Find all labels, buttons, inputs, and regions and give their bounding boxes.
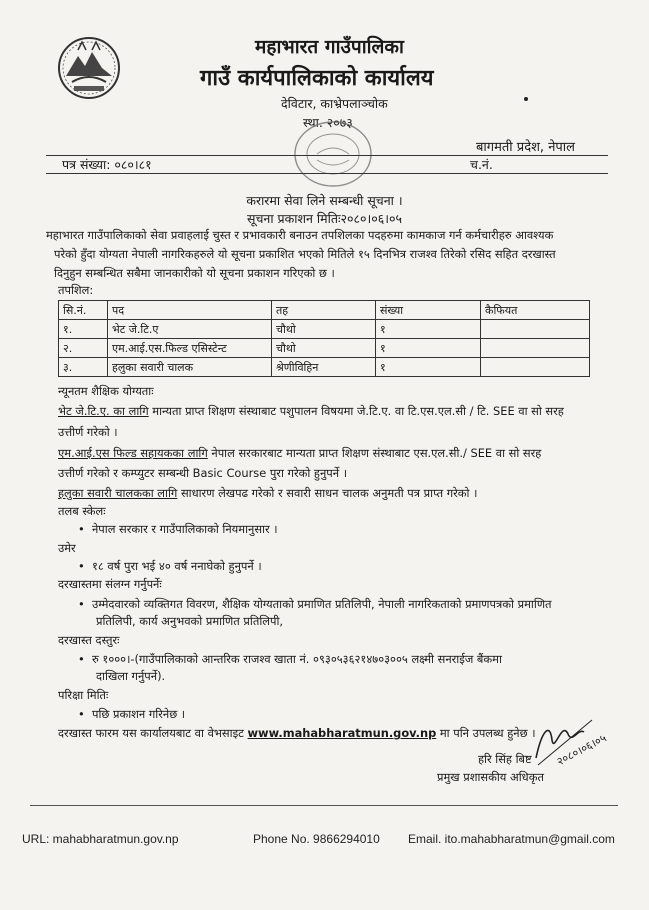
office-address: देविटार, काभ्रेपलाञ्चोक xyxy=(281,96,388,111)
footer-url: URL: mahabharatmun.gov.np xyxy=(22,832,179,846)
table-row xyxy=(59,358,590,377)
driver-qualification xyxy=(58,486,477,501)
documents-text-2: प्रतिलिपी, कार्य अनुभवको प्रमाणित प्रतिलिपी, xyxy=(96,614,284,628)
availability-before: दरखास्त फारम यस कार्यालयबाट वा वेभसाइट xyxy=(58,726,248,740)
fee-item xyxy=(78,652,502,667)
salary-heading: तलब स्केलः xyxy=(58,504,106,518)
exam-item xyxy=(78,707,185,722)
office-name: गाउँ कार्यपालिकाको कार्यालय xyxy=(200,66,434,91)
salary-text: नेपाल सरकार र गाउँपालिकाको नियमानुसार । xyxy=(91,522,278,536)
driver-text: साधारण लेखपढ गरेको र सवारी साधन चालक अनुमती पत्र प्राप्त गरेको । xyxy=(177,486,478,500)
documents-heading: दरखास्तमा संलग्न गर्नुपर्नेः xyxy=(58,577,162,591)
cell-post: एम.आई.एस.फिल्ड एसिस्टेन्ट xyxy=(108,339,272,358)
cell-level: श्रेणीविहिन xyxy=(272,358,376,377)
bullet-icon: • xyxy=(78,707,92,721)
documents-item xyxy=(78,597,552,612)
table-row xyxy=(59,320,590,339)
mis-qualification xyxy=(58,446,541,461)
dispatch-number: च.नं. xyxy=(470,157,493,172)
nepal-emblem-icon xyxy=(52,30,126,104)
jta-text: मान्यता प्राप्त शिक्षण संस्थाबाट पशुपालन विषयमा जे.टि.ए. वा टि.एस.एल.सी / टि. SEE वा सो सरह xyxy=(148,404,564,418)
availability-after: मा पनि उपलब्ध हुनेछ । xyxy=(436,726,536,740)
jta-text-2: उत्तीर्ण गरेको । xyxy=(58,425,118,439)
notice-title: करारमा सेवा लिने सम्बन्धी सूचना । xyxy=(246,193,403,208)
age-text: १८ वर्ष पुरा भई ४० वर्ष ननाघेको हुनुपर्ने । xyxy=(91,559,262,573)
bullet-icon: • xyxy=(78,652,92,666)
municipality-name: महाभारत गाउँपालिका xyxy=(255,36,404,58)
fee-text-2: दाखिला गर्नुपर्ने). xyxy=(96,669,166,683)
cell-remarks xyxy=(481,320,590,339)
footer-phone: Phone No. 9866294010 xyxy=(253,832,380,846)
bullet-icon: • xyxy=(78,559,92,573)
signature-date: २०८०।०६।०५ xyxy=(554,731,609,769)
cell-count: १ xyxy=(376,320,481,339)
cell-remarks xyxy=(481,339,590,358)
table-row xyxy=(59,339,590,358)
mis-text: नेपाल सरकारबाट मान्यता प्राप्त शिक्षण संस्थाबाट एस.एल.सी./ SEE वा सो सरह xyxy=(207,446,542,460)
province-label: बागमती प्रदेश, नेपाल xyxy=(476,140,575,155)
footer-email: Email. ito.mahabharatmun@gmail.com xyxy=(408,832,615,846)
office-stamp-icon xyxy=(292,118,374,190)
footer-rule xyxy=(30,805,618,806)
jta-qualification xyxy=(58,404,564,419)
cell-sn: २. xyxy=(59,339,108,358)
mis-text-2: उत्तीर्ण गरेको र कम्प्युटर सम्बन्धी Basic Course पुरा गरेको हुनुपर्ने । xyxy=(58,466,348,480)
col-header-count: संख्या xyxy=(376,301,481,320)
col-header-remarks: कैफियत xyxy=(481,301,590,320)
age-heading: उमेर xyxy=(58,541,76,555)
documents-text-1: उम्मेदवारको व्यक्तिगत विवरण, शैक्षिक योग्यताको प्रमाणित प्रतिलिपी, नेपाली नागरिकताको प्रमाणपत्रको प्रमाणित xyxy=(91,597,552,611)
bullet-icon: • xyxy=(78,522,92,536)
tapasil-label: तपशिल: xyxy=(58,283,94,297)
website-link[interactable]: www.mahabharatmun.gov.np xyxy=(247,726,437,740)
signature-icon xyxy=(532,710,632,770)
cell-post: भेट जे.टि.ए xyxy=(108,320,272,339)
cell-level: चौथो xyxy=(272,320,376,339)
bullet-icon: • xyxy=(78,597,92,611)
ink-dot xyxy=(524,97,528,101)
col-header-level: तह xyxy=(272,301,376,320)
cell-level: चौथो xyxy=(272,339,376,358)
salary-item xyxy=(78,522,278,537)
col-header-sn: सि.नं. xyxy=(59,301,108,320)
mis-label: एम.आई.एस फिल्ड सहायकका लागि xyxy=(58,446,208,460)
availability-line xyxy=(58,726,536,741)
age-item xyxy=(78,559,262,574)
intro-line-2: परेको हुँदा योग्यता नेपाली नागरिकहरुले यो सूचना प्रकाशित भएको मितिले १५ दिनभित्र राजश्व तिरेको रसिद सहित दरखास्त xyxy=(54,247,556,261)
jta-label: भेट जे.टि.ए. का लागि xyxy=(58,404,149,418)
header-rule-bottom xyxy=(46,173,608,174)
established-year: स्था. २०७३ xyxy=(303,115,353,130)
cell-post: हलुका सवारी चालक xyxy=(108,358,272,377)
cell-sn: १. xyxy=(59,320,108,339)
exam-heading: परिक्षा मितिः xyxy=(58,688,109,702)
intro-line-1: महाभारत गाउँपालिकाको सेवा प्रवाहलाई चुस्त र प्रभावकारी बनाउन तपशिलका पदहरुमा कामकाज गर्न कर्मचारीहरु आवश्यक xyxy=(46,228,554,242)
qualification-heading: न्यूनतम शैक्षिक योग्यताः xyxy=(58,384,154,398)
table-header-row xyxy=(59,301,590,320)
cell-count: १ xyxy=(376,358,481,377)
intro-line-3: दिनुहुन सम्बन्धित सबैमा जानकारीको यो सूचना प्रकाशन गरिएको छ । xyxy=(54,266,335,280)
notice-date: सूचना प्रकाशन मितिः२०८०।०६।०५ xyxy=(247,211,402,226)
signatory-name: हरि सिंह बिष्ट xyxy=(478,752,532,766)
exam-text: पछि प्रकाशन गरिनेछ । xyxy=(91,707,186,721)
col-header-post: पद xyxy=(108,301,272,320)
letter-number: पत्र संख्या: ०८०।८१ xyxy=(62,157,152,172)
vacancy-table xyxy=(58,300,590,377)
cell-sn: ३. xyxy=(59,358,108,377)
fee-heading: दरखास्त दस्तुरः xyxy=(58,633,120,647)
fee-text-1: रु १०००।-(गाउँपालिकाको आन्तरिक राजश्व खाता नं. ०९३०५३६२१४७०३००५ लक्ष्मी सनराईज बैंकमा xyxy=(91,652,502,666)
signatory-title: प्रमुख प्रशासकीय अधिकृत xyxy=(437,770,544,784)
driver-label: हलुका सवारी चालकका लागि xyxy=(58,486,178,500)
cell-count: १ xyxy=(376,339,481,358)
cell-remarks xyxy=(481,358,590,377)
